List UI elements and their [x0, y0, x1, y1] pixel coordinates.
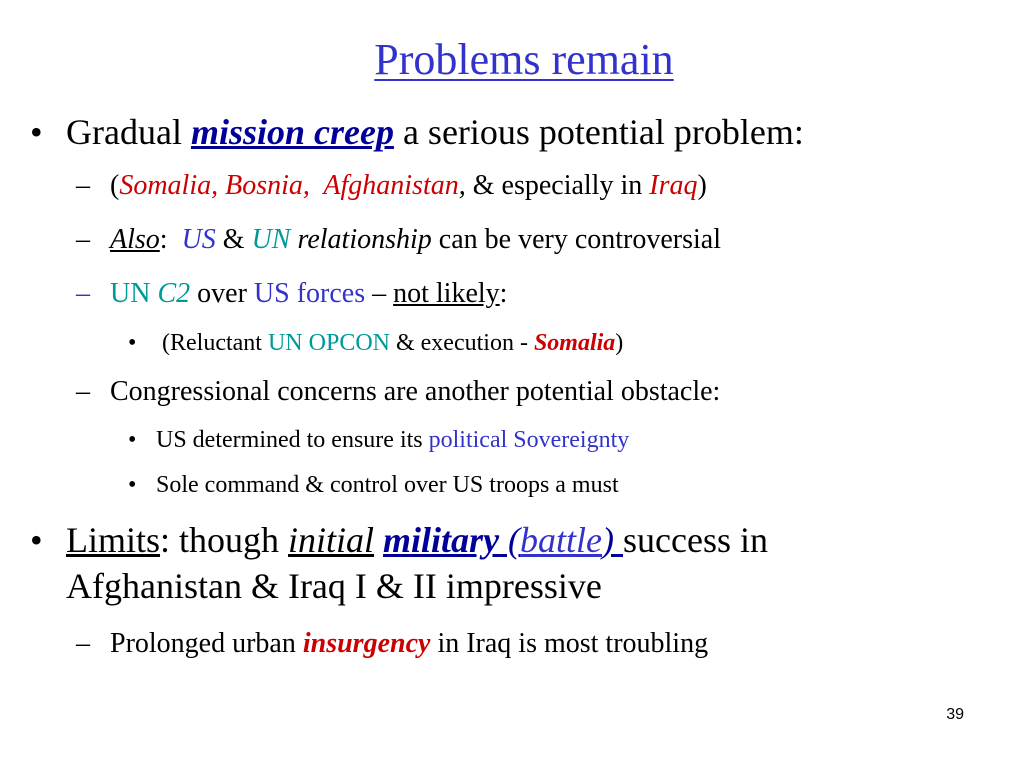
bullet-mission-creep: [66, 110, 804, 154]
battle-text: battle: [520, 520, 603, 560]
text: :: [499, 278, 508, 309]
text: &: [215, 224, 252, 255]
political-sovereignty-label: political Sovereignty: [428, 427, 630, 453]
bullet-limits: [66, 518, 768, 562]
c2-label: C2: [157, 278, 191, 309]
not-likely-text: not likely: [393, 278, 500, 309]
insurgency-text: insurgency: [302, 628, 431, 659]
us-forces-label: US forces: [253, 278, 366, 309]
sub-bullet-examples: [110, 168, 707, 204]
emphasis-mission-creep: mission creep: [190, 112, 394, 152]
paren: ): [602, 520, 624, 560]
sub-bullet-congressional: Congressional concerns are another potential obstacle:: [110, 376, 721, 407]
text: ): [615, 330, 624, 356]
text: ): [697, 170, 707, 201]
military-text: military: [383, 520, 500, 560]
text: :: [159, 224, 182, 255]
place-bosnia: Bosnia: [225, 170, 303, 201]
bullet-marker: •: [30, 520, 43, 560]
un-opcon-label: UN OPCON: [267, 330, 390, 356]
place-afghanistan: Afghanistan: [323, 170, 459, 201]
place-iraq: Iraq: [649, 170, 698, 201]
text: in Iraq is most troubling: [430, 628, 709, 659]
bullet-marker: •: [30, 112, 43, 152]
separator: ,: [211, 170, 226, 201]
dash-marker: –: [76, 170, 90, 201]
bullet-marker: •: [128, 472, 137, 498]
text: & especially in: [465, 170, 650, 201]
dash-marker: –: [76, 376, 90, 407]
text: over: [190, 278, 254, 309]
un-label: UN: [110, 278, 158, 309]
text: US determined to ensure its: [156, 427, 429, 453]
un-label: UN: [251, 224, 291, 255]
separator: ,: [458, 170, 466, 201]
text: –: [365, 278, 394, 309]
text: (: [110, 170, 120, 201]
bullet-marker: •: [128, 330, 137, 356]
bullet-limits-continued: Afghanistan & Iraq I & II impressive: [66, 566, 602, 606]
place-somalia: Somalia: [119, 170, 212, 201]
page-number: 39: [946, 706, 964, 723]
sub-bullet-relationship: [110, 222, 721, 258]
limits-label: Limits: [66, 520, 161, 560]
text: & execution -: [389, 330, 534, 356]
text: [374, 520, 383, 560]
bullet-text: Gradual: [66, 112, 191, 152]
text: : though: [160, 520, 289, 560]
text: Prolonged urban: [110, 628, 303, 659]
text: (Reluctant: [156, 330, 268, 356]
also-label: Also: [110, 224, 160, 255]
bullet-text: a serious potential problem:: [393, 112, 804, 152]
dash-marker: –: [76, 224, 90, 255]
us-label: US: [181, 224, 216, 255]
separator: ,: [302, 170, 324, 201]
paren: (: [499, 520, 521, 560]
dash-marker: –: [76, 628, 90, 659]
sub-sub-bullet-sovereignty: [156, 425, 629, 455]
sub-sub-bullet-opcon: [156, 328, 623, 358]
dash-marker: –: [76, 278, 90, 309]
text: can be very controversial: [431, 224, 721, 255]
sub-bullet-un-c2: [110, 276, 507, 312]
sub-sub-bullet-command: Sole command & control over US troops a must: [156, 472, 619, 498]
text: success in: [623, 520, 768, 560]
sub-bullet-insurgency: [110, 626, 708, 662]
relationship-text: relationship: [290, 224, 432, 255]
bullet-marker: •: [128, 427, 137, 453]
somalia-label: Somalia: [533, 330, 616, 356]
initial-text: initial: [288, 520, 375, 560]
slide-title: Problems remain: [374, 35, 674, 84]
